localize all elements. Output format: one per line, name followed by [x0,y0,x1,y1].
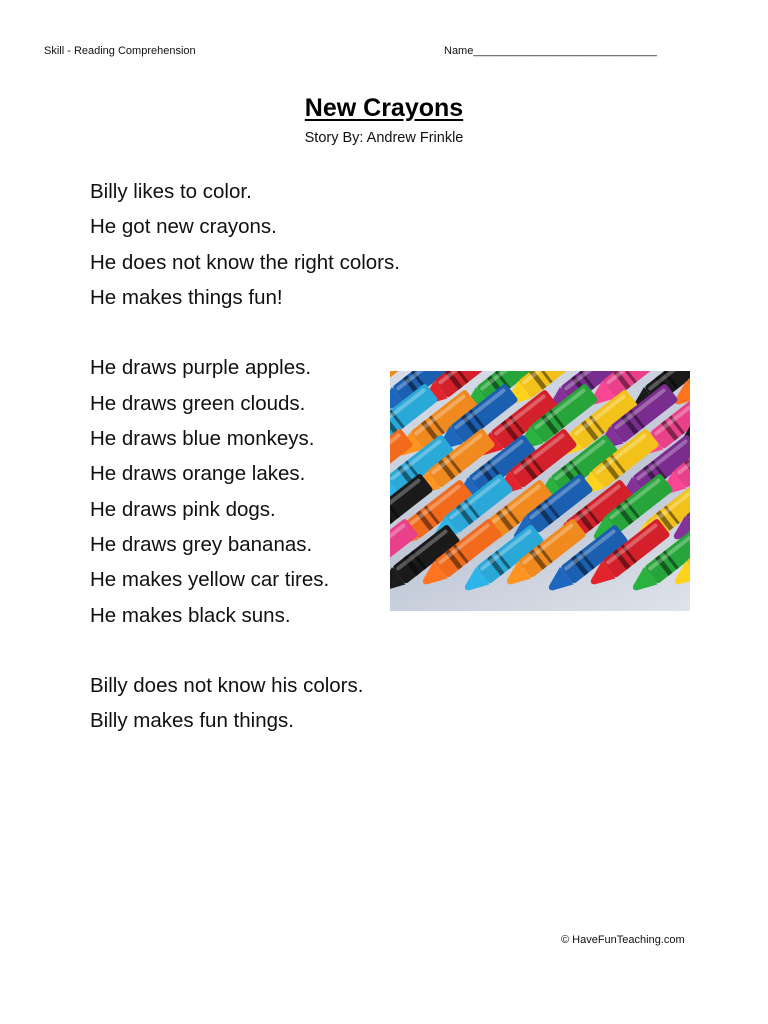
story-line: He does not know the right colors. [90,250,400,274]
story-text [90,174,400,739]
story-line: He makes black suns. [90,603,291,627]
story-line: He draws purple apples. [90,356,312,380]
story-line: He got new crayons. [90,215,277,239]
stanza-gap [90,315,400,350]
story-line: Billy does not know his colors. [90,674,364,698]
crayons-photo [390,371,690,611]
story-line: He draws green clouds. [90,391,306,415]
copyright-footer: © HaveFunTeaching.com [561,934,685,946]
crayons-illustration [390,371,690,611]
story-line: He draws blue monkeys. [90,427,315,451]
stanza-gap [90,633,400,668]
story-line: Billy likes to color. [90,180,252,203]
page-title: New Crayons [304,94,464,122]
story-line: He makes things fun! [90,285,283,309]
story-line: He draws pink dogs. [90,497,276,521]
story-line: He draws grey bananas. [90,532,313,556]
story-line: He draws orange lakes. [90,462,306,486]
byline: Story By: Andrew Frinkle [304,130,464,146]
story-line: Billy makes fun things. [90,709,294,733]
skill-label: Skill - Reading Comprehension [44,45,196,57]
name-field[interactable]: Name______________________________ [444,45,657,57]
story-line: He makes yellow car tires. [90,568,330,592]
